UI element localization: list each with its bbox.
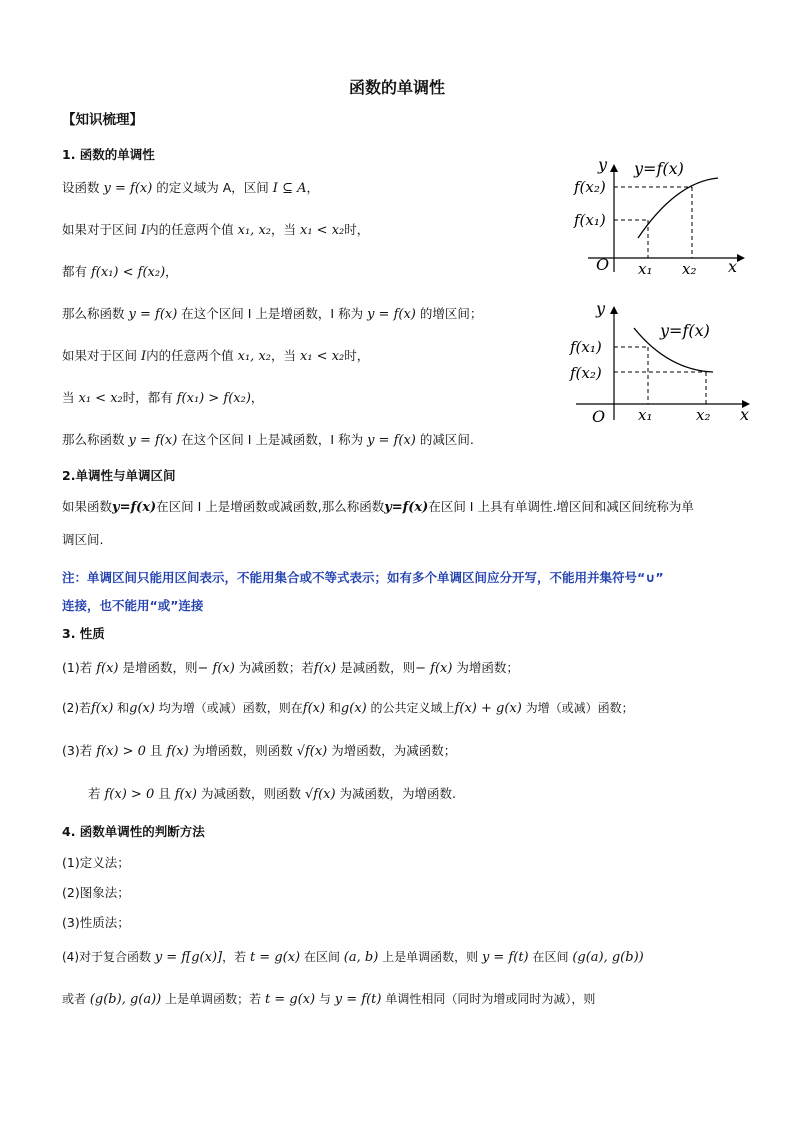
x-label: x [728, 257, 738, 275]
s1-line-5: 如果对于区间 I内的任意两个值 x₁, x₂，当 x₁ < x₂时， [62, 348, 370, 364]
x1-label: x₁ [638, 406, 653, 424]
x-label: x [740, 405, 750, 424]
s3-item-1: (1)若 f(x) 是增函数，则− f(x) 为减函数；若f(x) 是减函数，则− f(x) 为增函数； [62, 660, 519, 676]
s2-para-line-1: 如果函数y=f(x)在区间 I 上是增函数或减函数,那么称函数y=f(x)在区间 I 上具有单调性.增区间和减区间统称为单 [62, 499, 694, 515]
method-3: (3)性质法； [62, 915, 130, 930]
fx2-label: f(x₂) [574, 178, 606, 196]
section-1-heading: 1. 函数的单调性 [62, 147, 155, 162]
y-axis-arrow-icon [610, 306, 618, 314]
method-2: (2)图象法； [62, 885, 130, 900]
s1-line-1: 设函数 y = f(x) 的定义域为 A，区间 I ⊆ A， [62, 180, 319, 196]
s1-line-2: 如果对于区间 I内的任意两个值 x₁, x₂，当 x₁ < x₂时， [62, 222, 370, 238]
section-3-heading: 3. 性质 [62, 626, 105, 641]
method-1: (1)定义法； [62, 855, 130, 870]
x2-label: x₂ [696, 406, 711, 424]
note-line-2: 连接，也不能用“或”连接 [62, 598, 204, 613]
decreasing-function-graph [568, 298, 758, 428]
increasing-function-graph [568, 150, 758, 275]
y-axis-arrow-icon [610, 164, 618, 172]
s3-item-2: (2)若f(x) 和g(x) 均为增（或减）函数，则在f(x) 和g(x) 的公共定义域上f(x) + g(x) 为增（或减）函数； [62, 701, 634, 716]
fx1-label: f(x₁) [570, 338, 602, 356]
fx2-label: f(x₂) [570, 364, 602, 382]
s1-line-3: 都有 f(x₁) < f(x₂)， [62, 264, 178, 280]
x-axis-arrow-icon [737, 254, 745, 262]
note-line-1: 注：单调区间只能用区间表示，不能用集合或不等式表示；如有多个单调区间应分开写，不能用并集符号“∪” [62, 570, 664, 585]
curve-label: y=f(x) [634, 159, 684, 178]
s3-item-4: 若 f(x) > 0 且 f(x) 为减函数，则函数 √f(x) 为减函数，为增函数. [88, 786, 457, 802]
s1-line-4: 那么称函数 y = f(x) 在这个区间 I 上是增函数，I 称为 y = f(x) 的增区间； [62, 306, 483, 322]
section-4-heading: 4. 函数单调性的判断方法 [62, 824, 205, 839]
method-4-line-1: (4)对于复合函数 y = f[g(x)]，若 t = g(x) 在区间 (a, b) 上是单调函数，则 y = f(t) 在区间 (g(a), g(b)) [62, 950, 644, 965]
x1-label: x₁ [638, 260, 653, 275]
section-header: 【知识梳理】 [62, 112, 143, 128]
method-4-line-2: 或者 (g(b), g(a)) 上是单调函数；若 t = g(x) 与 y = f(t) 单调性相同（同时为增或同时为减），则 [62, 992, 596, 1007]
origin-label: O [592, 407, 606, 426]
curve-label: y=f(x) [660, 321, 710, 340]
y-label: y [598, 155, 608, 174]
fx1-label: f(x₁) [574, 211, 606, 229]
origin-label: O [596, 255, 610, 274]
s1-line-7: 那么称函数 y = f(x) 在这个区间 I 上是减函数，I 称为 y = f(x) 的减区间. [62, 432, 474, 448]
x2-label: x₂ [682, 260, 697, 275]
y-label: y [596, 299, 606, 318]
s1-line-6: 当 x₁ < x₂时，都有 f(x₁) > f(x₂)， [62, 390, 264, 406]
section-2-heading: 2.单调性与单调区间 [62, 468, 176, 483]
s2-para-line-2: 调区间. [62, 532, 104, 547]
page-title: 函数的单调性 [348, 78, 445, 97]
s3-item-3: (3)若 f(x) > 0 且 f(x) 为增函数，则函数 √f(x) 为增函数，为减函数； [62, 743, 457, 759]
